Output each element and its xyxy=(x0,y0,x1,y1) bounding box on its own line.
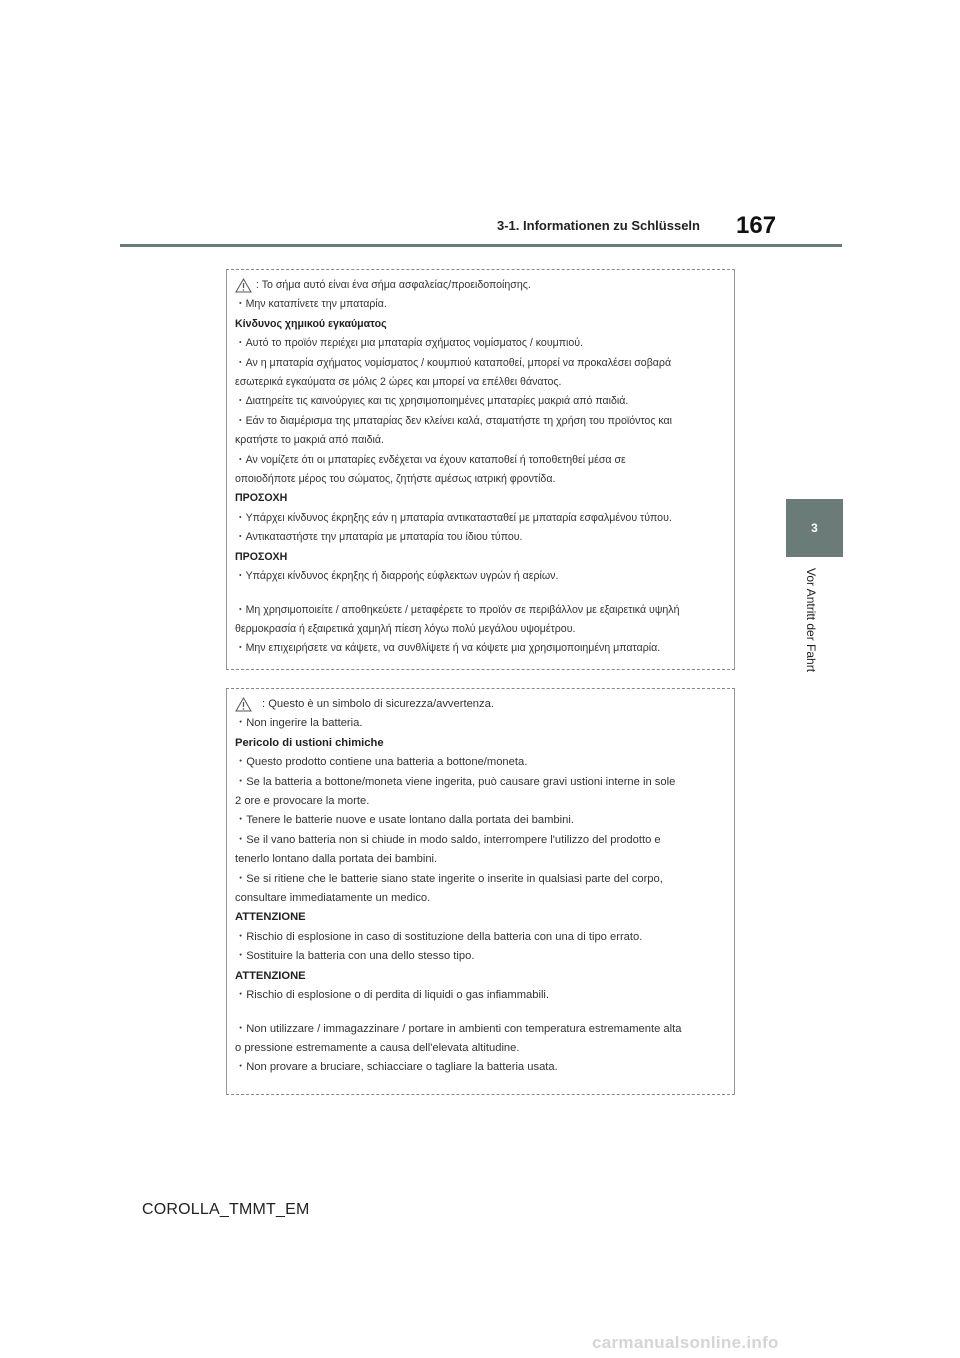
italian-warning-box xyxy=(226,688,735,1095)
warning-heading: ΠΡΟΣΟΧΗ xyxy=(235,492,288,505)
warning-text-line: ・Non utilizzare / immagazzinare / portare in ambienti con temperatura estremamente alta xyxy=(235,1022,682,1035)
warning-heading: ATTENZIONE xyxy=(235,969,306,982)
warning-text-line: ・Αν η μπαταρία σχήματος νομίσματος / κουμπιού καταποθεί, μπορεί να προκαλέσει σοβαρά xyxy=(235,356,672,369)
warning-text-line: 2 ore e provocare la morte. xyxy=(235,795,370,808)
warning-text-line: ・Non provare a bruciare, schiacciare o tagliare la batteria usata. xyxy=(235,1061,558,1074)
warning-text-line: ・Υπάρχει κίνδυνος έκρηξης ή διαρροής εύφλεκτων υγρών ή αερίων. xyxy=(235,570,559,583)
warning-text-line: ・Διατηρείτε τις καινούργιες και τις χρησιμοποιημένες μπαταρίες μακριά από παιδιά. xyxy=(235,395,629,408)
warning-text-line: ・Se si ritiene che le batterie siano state ingerite o inserite in qualsiasi parte del corpo, xyxy=(235,872,663,885)
warning-text-line: ・Tenere le batterie nuove e usate lontano dalla portata dei bambini. xyxy=(235,814,574,827)
warning-text-line: ・Questo prodotto contiene una batteria a bottone/moneta. xyxy=(235,756,528,769)
warning-text-line: οποιοδήποτε μέρος του σώματος, ζητήστε αμέσως ιατρική φροντίδα. xyxy=(235,473,556,486)
warning-text-line: ・Se il vano batteria non si chiude in modo saldo, interrompere l'utilizzo del prodotto e xyxy=(235,833,661,846)
watermark: carmanualsonline.info xyxy=(592,1333,779,1352)
warning-text-line: ・Μη χρησιμοποιείτε / αποθηκεύετε / μεταφέρετε το προϊόν σε περιβάλλον με εξαιρετικά υψηλή xyxy=(235,603,680,616)
warning-heading: ATTENZIONE xyxy=(235,911,306,924)
greek-warning-box xyxy=(226,269,735,670)
warning-text-line: ・Se la batteria a bottone/moneta viene ingerita, può causare gravi ustioni interne in sole xyxy=(235,775,676,788)
warning-text-line: ・Μην επιχειρήσετε να κάψετε, να συνθλίψετε ή να κόψετε μια χρησιμοποιημένη μπαταρία. xyxy=(235,642,661,655)
warning-text-line: ・Υπάρχει κίνδυνος έκρηξης εάν η μπαταρία αντικατασταθεί με μπαταρία εσφαλμένου τύπου. xyxy=(235,511,672,524)
warning-triangle-icon xyxy=(235,697,252,712)
warning-triangle-icon xyxy=(235,278,252,293)
warning-text-line: ・Rischio di esplosione o di perdita di liquidi o gas infiammabili. xyxy=(235,989,550,1002)
page-number: 167 xyxy=(736,212,777,239)
warning-heading: ΠΡΟΣΟΧΗ xyxy=(235,550,288,563)
warning-text-line: o pressione estremamente a causa dell'elevata altitudine. xyxy=(235,1041,520,1054)
warning-text-line: ・Non ingerire la batteria. xyxy=(235,717,363,730)
chapter-title: Vor Antritt der Fahrt xyxy=(804,568,818,673)
header-rule xyxy=(120,244,842,247)
warning-symbol-text: : Το σήμα αυτό είναι ένα σήμα ασφαλείας/προειδοποίησης. xyxy=(256,279,531,291)
warning-heading: Pericolo di ustioni chimiche xyxy=(235,736,384,749)
chapter-number: 3 xyxy=(811,521,818,535)
chapter-tab xyxy=(786,499,843,557)
spacer xyxy=(235,587,726,601)
warning-symbol-text: : Questo è un simbolo di sicurezza/avvertenza. xyxy=(262,698,494,710)
warning-text-line: ・Αντικαταστήστε την μπαταρία με μπαταρία του ίδιου τύπου. xyxy=(235,531,523,544)
warning-symbol-line xyxy=(235,695,726,714)
warning-symbol-line xyxy=(235,276,726,295)
warning-text-line: consultare immediatamente un medico. xyxy=(235,892,431,905)
spacer xyxy=(235,1006,726,1020)
warning-text-line: ・Sostituire la batteria con una dello stesso tipo. xyxy=(235,950,475,963)
warning-text-line: ・Αν νομίζετε ότι οι μπαταρίες ενδέχεται να έχουν καταποθεί ή τοποθετηθεί μέσα σε xyxy=(235,453,626,466)
warning-text-line: κρατήστε το μακριά από παιδιά. xyxy=(235,434,384,447)
warning-text-line: ・Μην καταπίνετε την μπαταρία. xyxy=(235,298,387,311)
warning-text-line: ・Rischio di esplosione in caso di sostituzione della batteria con una di tipo errato. xyxy=(235,930,643,943)
warning-text-line: tenerlo lontano dalla portata dei bambini. xyxy=(235,853,438,866)
warning-text-line: εσωτερικά εγκαύματα σε μόλις 2 ώρες και μπορεί να επέλθει θάνατος. xyxy=(235,376,562,389)
warning-heading: Κίνδυνος χημικού εγκαύματος xyxy=(235,317,387,330)
section-title: 3-1. Informationen zu Schlüsseln xyxy=(497,218,700,233)
warning-text-line: ・Εάν το διαμέρισμα της μπαταρίας δεν κλείνει καλά, σταματήστε τη χρήση του προϊόντος και xyxy=(235,414,673,427)
warning-text-line: θερμοκρασία ή εξαιρετικά χαμηλή πίεση λόγω πολύ μεγάλου υψομέτρου. xyxy=(235,622,576,635)
model-code: COROLLA_TMMT_EM xyxy=(142,1201,310,1218)
warning-text-line: ・Αυτό το προϊόν περιέχει μια μπαταρία σχήματος νομίσματος / κουμπιού. xyxy=(235,337,584,350)
